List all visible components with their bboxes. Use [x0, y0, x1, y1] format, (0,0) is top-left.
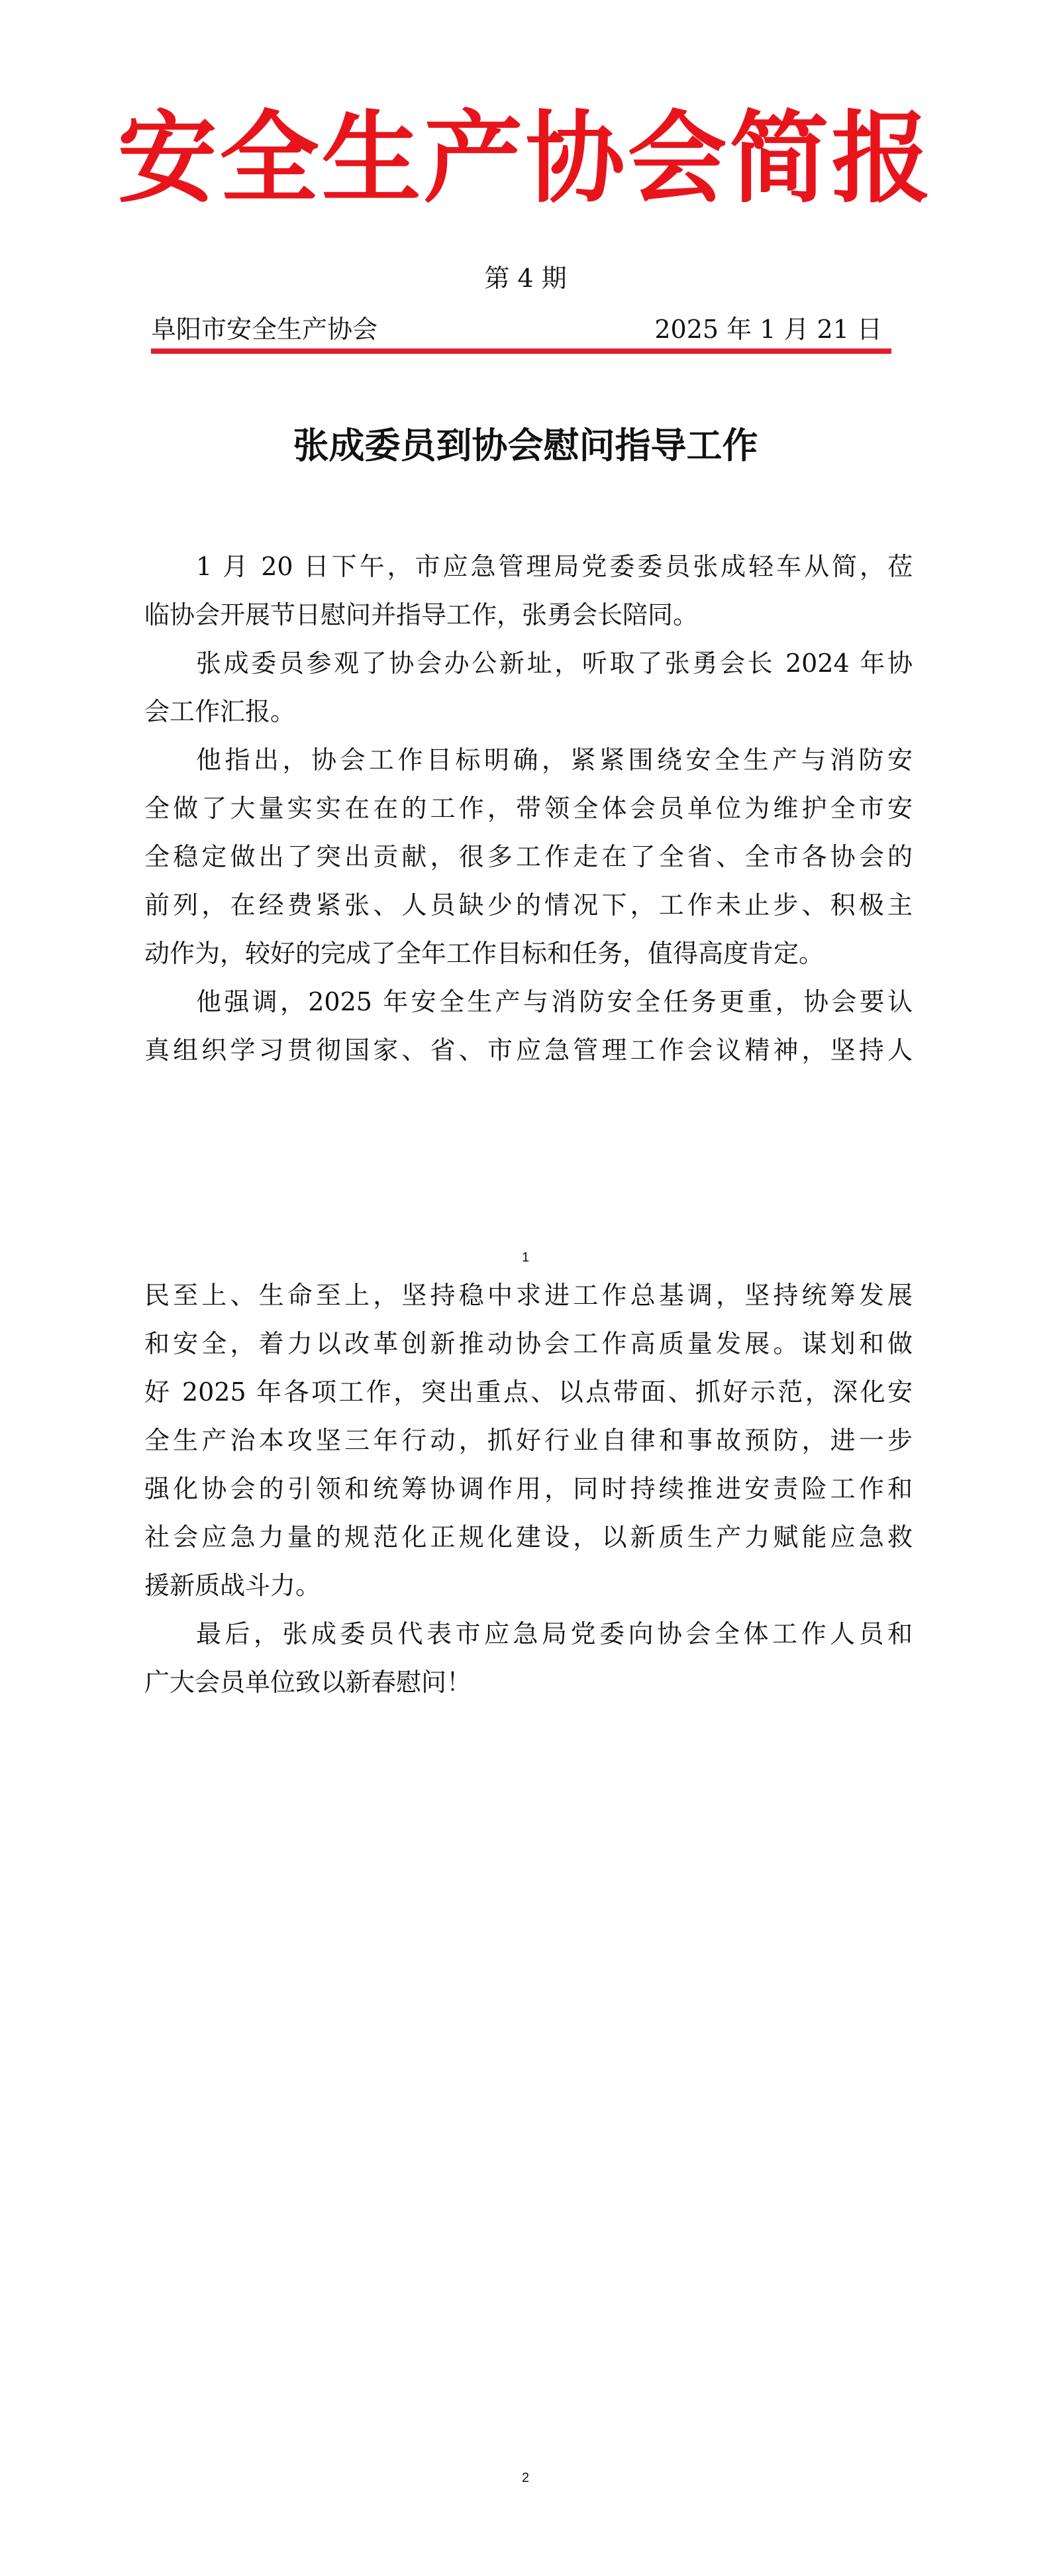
body-text-line: 民至上、生命至上，坚持稳中求进工作总基调，坚持统筹发展: [144, 1281, 913, 1310]
body-text-line: 社会应急力量的规范化正规化建设，以新质生产力赋能应急救: [144, 1523, 913, 1552]
article-headline: 张成委员到协会慰问指导工作: [293, 424, 758, 466]
body-text-line: 动作为，较好的完成了全年工作目标和任务，值得高度肯定。: [144, 939, 825, 968]
body-text-line: 最后，张成委员代表市应急局党委向协会全体工作人员和: [196, 1619, 913, 1648]
body-text-line: 他指出，协会工作目标明确，紧紧围绕安全生产与消防安: [196, 745, 913, 775]
page-number: 1: [521, 1250, 530, 1265]
body-text-line: 全稳定做出了突出贡献，很多工作走在了全省、全市各协会的: [144, 842, 913, 871]
body-text-line: 1 月 20 日下午，市应急管理局党委委员张成轻车从简，莅: [196, 552, 913, 581]
issue-number: 第 4 期: [484, 264, 567, 293]
body-text-line: 和安全，着力以改革创新推动协会工作高质量发展。谋划和做: [144, 1329, 913, 1358]
body-text-line: 临协会开展节日慰问并指导工作，张勇会长陪同。: [144, 600, 699, 629]
body-text-line: 他强调，2025 年安全生产与消防安全任务更重，协会要认: [196, 987, 913, 1016]
body-text-line: 前列，在经费紧张、人员缺少的情况下，工作未止步、积极主: [144, 890, 913, 920]
red-divider: [151, 349, 891, 354]
body-text-line: 真组织学习贯彻国家、省、市应急管理工作会议精神，坚持人: [144, 1036, 913, 1065]
body-text-line: 会工作汇报。: [144, 697, 296, 726]
publish-date: 2025 年 1 月 21 日: [654, 315, 882, 344]
masthead-title: 安全生产协会简报: [117, 101, 934, 217]
page-number: 2: [521, 2471, 530, 2485]
organization-name: 阜阳市安全生产协会: [151, 315, 378, 344]
body-text-line: 全做了大量实实在在的工作，带领全体会员单位为维护全市安: [144, 794, 913, 823]
body-text-line: 全生产治本攻坚三年行动，抓好行业自律和事故预防，进一步: [144, 1426, 913, 1455]
body-text-line: 援新质战斗力。: [144, 1571, 321, 1600]
body-text-line: 张成委员参观了协会办公新址，听取了张勇会长 2024 年协: [196, 649, 913, 678]
body-text-line: 好 2025 年各项工作，突出重点、以点带面、抓好示范，深化安: [144, 1377, 913, 1407]
body-text-line: 广大会员单位致以新春慰问！: [144, 1668, 472, 1697]
body-text-line: 强化协会的引领和统筹协调作用，同时持续推进安责险工作和: [144, 1474, 913, 1503]
